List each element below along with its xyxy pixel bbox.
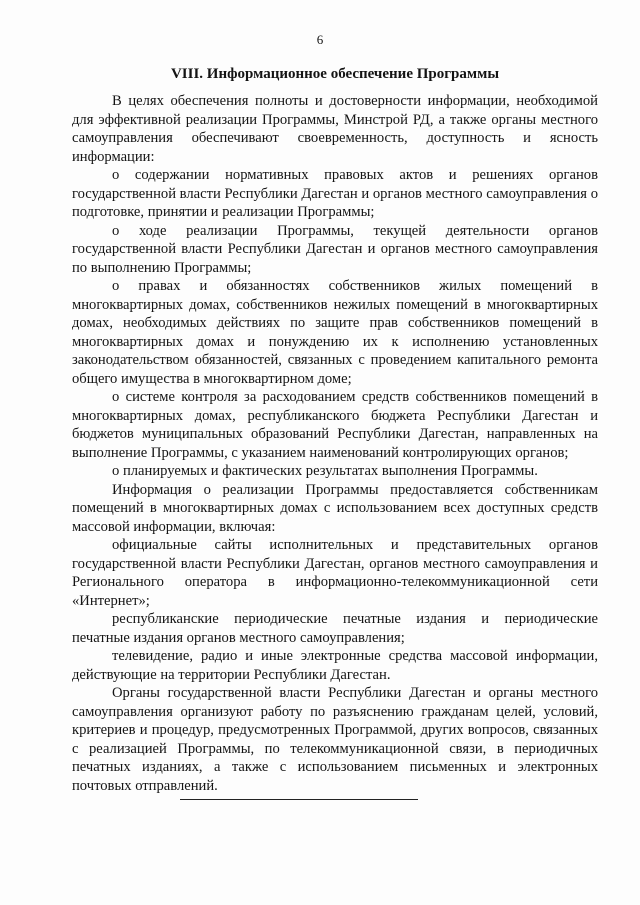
- list-item-official-sites: официальные сайты исполнительных и представительных органов государственной власти Республики Дагестан, органов местного самоуправления и Регионального оператора в информационно-телекоммуникационной сети «Интернет»;: [72, 537, 598, 609]
- list-item-broadcast-media: телевидение, радио и иные электронные средства массовой информации, действующие на территории Республики Дагестан.: [72, 648, 598, 683]
- list-item-normative-acts: о содержании нормативных правовых актов и решениях органов государственной власти Республики Дагестан и органов местного самоуправления о подготовке, принятии и реализации Программы;: [72, 167, 598, 220]
- list-item-print-media: республиканские периодические печатные издания и периодические печатные издания органов местного самоуправления;: [72, 611, 598, 646]
- list-item-control-system: о системе контроля за расходованием средств собственников помещений в многоквартирных домах, республиканского бюджета Республики Дагестан и бюджетов муниципальных образований Республики Дагестан, направленных на выполнение Программы, с указанием наименований контролирующих органов;: [72, 389, 598, 461]
- page-number: 6: [316, 32, 324, 47]
- list-item-owner-rights: о правах и обязанностях собственников жилых помещений в многоквартирных домах, собственников нежилых помещений в многоквартирных домах, необходимых действиях по защите прав собственников помещений в многоквартирных домах и понуждению их к исполнению установленных законодательством обязанностей, связанных с проведением капитального ремонта общего имущества в многоквартирном доме;: [72, 278, 598, 387]
- intro-paragraph: В целях обеспечения полноты и достоверности информации, необходимой для эффективной реализации Программы, Минстрой РД, а также органы местного самоуправления обеспечивают своевременность, доступность и ясность информации:: [72, 93, 598, 165]
- body-text: [72, 92, 598, 795]
- media-intro-paragraph: Информация о реализации Программы предоставляется собственникам помещений в многоквартирных домах с использованием всех доступных средств массовой информации, включая:: [72, 481, 598, 535]
- list-item-program-progress: о ходе реализации Программы, текущей деятельности органов государственной власти Республики Дагестан и органов местного самоуправления по выполнению Программы;: [72, 222, 598, 276]
- list-item-planned-results: о планируемых и фактических результатах выполнения Программы.: [112, 463, 538, 479]
- section-heading: VIII. Информационное обеспечение Программы: [170, 66, 500, 82]
- end-divider-line: [180, 799, 418, 800]
- closing-paragraph: Органы государственной власти Республики Дагестан и органы местного самоуправления организуют работу по разъяснению гражданам целей, условий, критериев и процедур, предусмотренных Программой, других вопросов, связанных с реализацией Программы, по телекоммуникационной связи, в периодичных печатных изданиях, а также с использованием письменных и электронных почтовых отправлений.: [72, 685, 598, 794]
